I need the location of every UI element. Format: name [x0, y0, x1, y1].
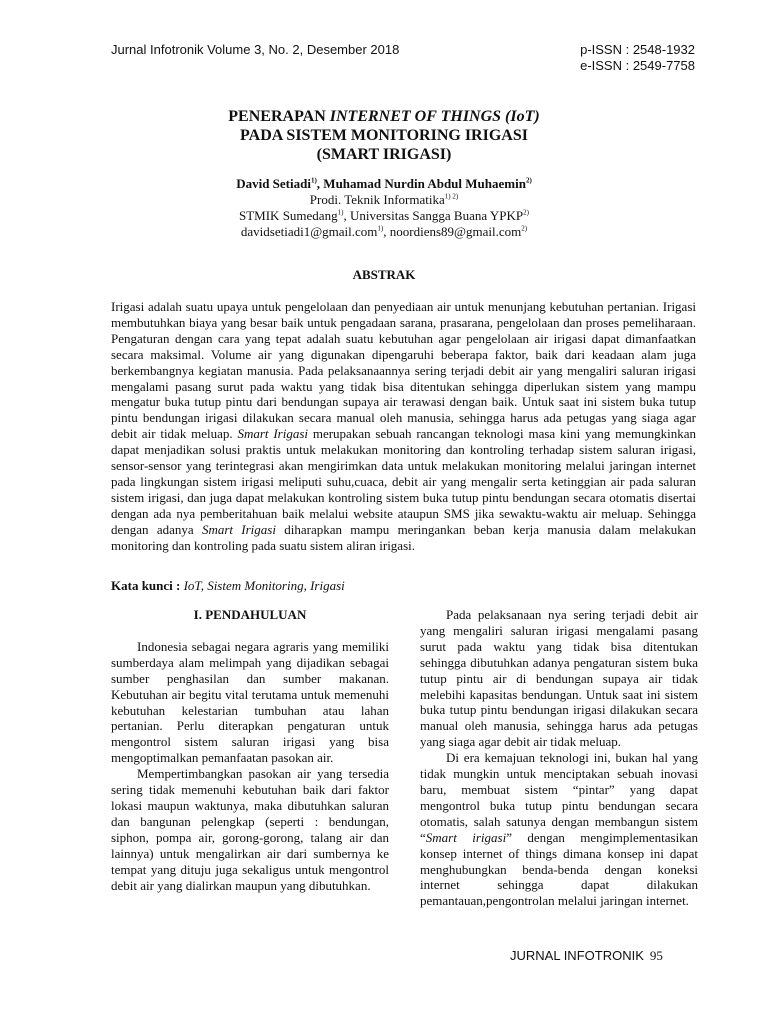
title-line-2: PADA SISTEM MONITORING IRIGASI [240, 127, 528, 144]
left-paragraph-2: Mempertimbangkan pasokan air yang tersedia sering tidak memenuhi kebutuhan baik dari faktor lokasi maupun waktunya, maka dibutuhkan saluran dan bangunan pelengkap (seperti : bendungan, siphon, pompa air, gorong-gorong, talang air dan lainnya) untuk mengalirkan air dari sumbernya ke tempat yang dituju juga sekaligus untuk mengontrol debit air yang dialirkan maupun yang dibutuhkan. [111, 766, 389, 893]
email-2-sup: 2) [521, 224, 528, 233]
keywords-value: IoT, Sistem Monitoring, Irigasi [183, 578, 345, 593]
department-name: Prodi. Teknik Informatika [309, 192, 445, 207]
department-sup: 1) 2) [444, 192, 459, 201]
email-1: davidsetiadi1@gmail.com [240, 224, 378, 239]
emails [0, 224, 768, 240]
institution-1-sup: 1) [337, 208, 344, 217]
author-block [0, 176, 768, 240]
right-paragraph-2-pre: Di era kemajuan teknologi ini, bukan hal yang tidak mungkin untuk menciptakan sebuah inovasi baru, membuat sistem “pintar” yang dapat mengontrol buka tutup pintu bendungan secara otomatis, salah satunya dengan membangun sistem “ [420, 750, 698, 845]
institution-2: , Universitas Sangga Buana YPKP [343, 208, 524, 223]
right-column [420, 607, 698, 909]
institution-2-sup: 2) [523, 208, 529, 217]
right-paragraph-2 [420, 750, 698, 909]
email-1-sup: 1) [377, 224, 384, 233]
page-footer [510, 948, 663, 964]
abstract-part-3: diharapkan mampu meringankan beban kerja manusia dalam melakukan monitoring dan kontroling pada suatu sistem aliran irigasi. [111, 521, 697, 553]
email-2: , noordiens89@gmail.com [383, 224, 522, 239]
author-1: David Setiadi [236, 176, 311, 191]
left-column [111, 607, 389, 893]
abstract-part-2: merupakan sebuah rancangan teknologi masa kini yang memungkinkan dapat menjadikan solusi praktis untuk melakukan monitoring dan kontroling terhadap sistem saluran irigasi, sensor-sensor yang terintegrasi akan mengirimkan data untuk melakukan monitoring melalui jaringan internet pada lingkungan sistem irigasi meliputi suhu,cuaca, debit air yang mengalir serta ketinggian air pada saluran sistem irigasi, dan juga dapat melakukan kontroling sistem buka tutup pintu bendungan secara otomatis disertai dengan ada nya pemberitahuan baik melalui website ataupun SMS jika sewaktu-waktu air meluap. Sehingga dengan adanya [111, 426, 696, 537]
keywords [111, 578, 345, 594]
e-issn: e-ISSN : 2549-7758 [580, 58, 695, 73]
right-paragraph-2-post: ” dengan mengimplementasikan konsep internet of things dimana konsep ini dapat menghubungkan benda-benda dengan koneksi internet sehingga dapat dilakukan pemantauan,pengontrolan melalui jaringan internet. [420, 829, 698, 909]
keywords-label: Kata kunci : [111, 578, 184, 593]
p-issn: p-ISSN : 2548-1932 [580, 42, 695, 57]
journal-header: Jurnal Infotronik Volume 3, No. 2, Desember 2018 [111, 42, 400, 57]
author-2: Muhamad Nurdin Abdul Muhaemin [323, 176, 526, 191]
issn-block [580, 42, 695, 74]
abstract-part-1: Irigasi adalah suatu upaya untuk pengelolaan dan penyediaan air untuk menunjang kebutuhan pertanian. Irigasi membutuhkan biaya yang besar baik untuk pengadaan sarana, prasarana, pengelolaan dan proses pemeliharaan. Pengaturan dengan cara yang tepat adalah suatu kebutuhan agar pengelolaan air irigasi dapat dimanfaatkan secara maksimal. Volume air yang digunakan dipengaruhi beberapa faktor, baik dari keadaan alam juga berkembangnya kegiatan manusia. Pada pelaksanaannya sering terjadi debit air yang mengaliri saluran irigasi mengalami pasang surut pada waktu yang tidak bisa ditentukan sehingga diperlukan sistem yang mampu mengatur buka tutup pintu dari bendungan supaya air terawasi dengan baik. Untuk saat ini sistem buka tutup pintu bendungan irigasi dilakukan secara manual oleh manusia, sehingga harus ada petugas yang siaga agar debit air tidak meluap. [111, 299, 696, 442]
abstract-italic-1: Smart Irigasi [237, 426, 309, 442]
right-paragraph-2-italic: Smart irigasi [425, 829, 507, 845]
title-line-1-pre: PENERAPAN [228, 108, 330, 125]
author-sep: , [316, 176, 324, 191]
author-2-sup: 2) [525, 176, 532, 185]
author-1-sup: 1) [310, 176, 317, 185]
institution-1: STMIK Sumedang [239, 208, 338, 223]
abstract-italic-2: Smart Irigasi [201, 521, 276, 537]
department [0, 192, 768, 208]
paper-title [0, 107, 768, 164]
abstract-text [111, 299, 696, 554]
footer-journal: JURNAL INFOTRONIK [510, 948, 644, 963]
title-line-1 [0, 107, 768, 126]
institutions [0, 208, 768, 224]
section-heading: I. PENDAHULUAN [193, 607, 307, 622]
title-line-3: (SMART IRIGASI) [316, 146, 452, 163]
abstract-heading: ABSTRAK [352, 267, 416, 282]
left-paragraph-1: Indonesia sebagai negara agraris yang memiliki sumberdaya alam melimpah yang dijadikan sebagai sumber penghasilan dan sumber makanan. Kebutuhan air begitu vital terutama untuk memenuhi kebutuhan kelestarian tumbuhan atau lahan pertanian. Perlu diterapkan pengaturan untuk mengontrol sistem saluran irigasi yang bisa mengoptimalkan pemanfaatan pasokan air. [111, 638, 389, 766]
right-paragraph-1: Pada pelaksanaan nya sering terjadi debit air yang mengaliri saluran irigasi mengalami pasang surut pada waktu yang tidak bisa ditentukan sehingga dibutuhkan adanya pengaturan sistem buka tutup pintu air di bendungan supaya air tidak melebihi kapasitas bendungan. Untuk saat ini sistem buka tutup pintu bendungan irigasi dilakukan secara manual oleh manusia, sehingga harus ada petugas yang siaga agar debit air tidak meluap. [420, 607, 698, 750]
author-names [0, 176, 768, 192]
title-line-1-italic: INTERNET OF THINGS (IoT) [329, 108, 540, 125]
page-number: 95 [649, 948, 663, 963]
